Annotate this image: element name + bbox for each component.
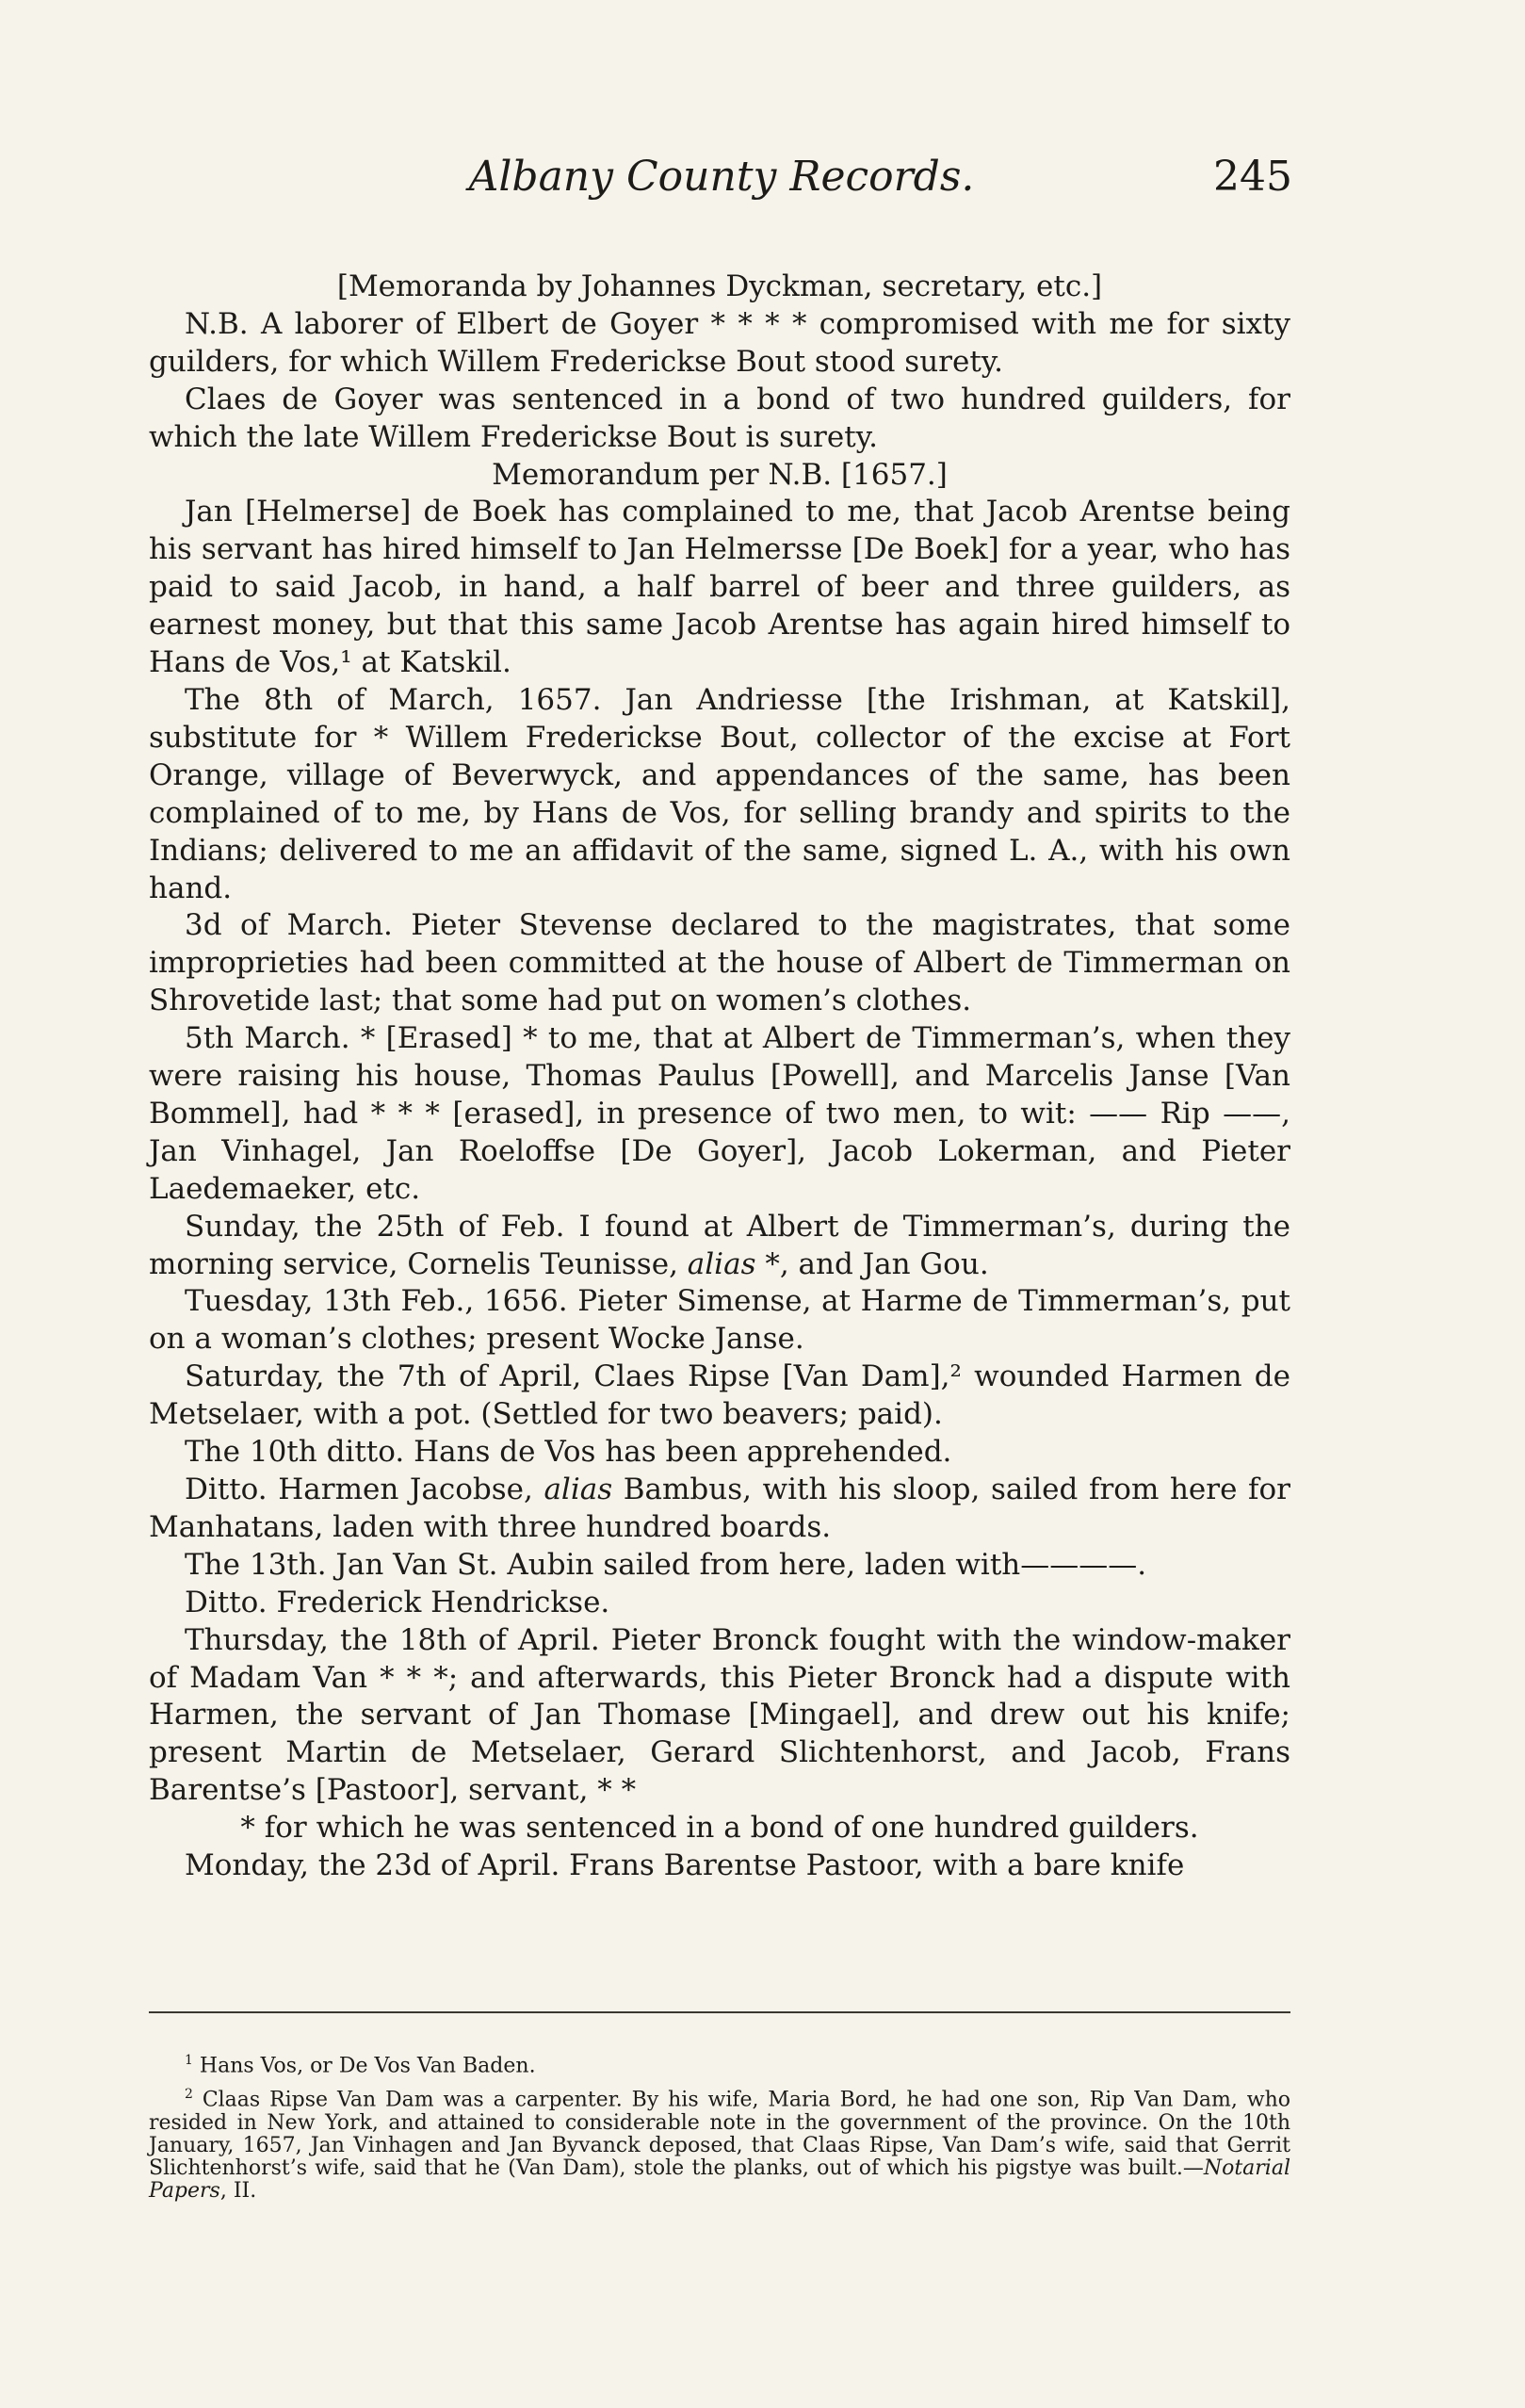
paragraph-text: Ditto. Harmen Jacobse, — [185, 1472, 544, 1506]
paragraph — [149, 1810, 1290, 1847]
footnote-text: Claas Ripse Van Dam was a carpenter. By his wife, Maria Bord, he had one son, Rip Van Dam, who resided in New York, and attained to considerable note in the government of the province. On the 10th January, 1657, Jan Vinhagen and Jan Byvanck deposed, that Claas Ripse, Van Dam’s wife, said that Gerrit Slichtenhorst’s wife, said that he (Van Dam), stole the planks, out of which his pigstye was built.— — [149, 2088, 1290, 2180]
italic-text: alias — [687, 1246, 756, 1281]
paragraph — [149, 1283, 1290, 1359]
paragraph-text: *, and Jan Gou. — [755, 1246, 989, 1281]
footnote-mark: 2 — [185, 2087, 193, 2103]
paragraph — [149, 1847, 1290, 1885]
paragraph-text: Ditto. Frederick Hendrickse. — [185, 1585, 610, 1619]
footnote — [149, 2083, 1290, 2202]
paragraph-text: Claes de Goyer was sentenced in a bond of two hundred guilders, for which the late Willem Frederickse Bout is surety. — [149, 382, 1290, 454]
italic-text: Notarial Papers — [149, 2156, 1290, 2203]
paragraph — [149, 1209, 1290, 1284]
paragraph — [149, 494, 1290, 682]
paragraph-text: N.B. A laborer of Elbert de Goyer * * * * compromised with me for sixty guilders, for which Willem Frederickse Bout stood surety. — [149, 306, 1290, 379]
footnote-text: Hans Vos, or De Vos Van Baden. — [199, 2054, 536, 2078]
paragraph — [149, 682, 1290, 907]
paragraph — [149, 907, 1290, 1020]
paragraph — [149, 1020, 1290, 1209]
paragraph — [149, 306, 1290, 382]
paragraph-text: The 8th of March, 1657. Jan Andriesse [the Irishman, at Katskil], substitute for * Willem Frederickse Bout, collector of the excise at Fort Orange, village of Beverwyck, and appendances of the same, has been complained of to me, by Hans de Vos, for selling brandy and spirits to the Indians; delivered to me an affidavit of the same, signed L. A., with his own hand. — [149, 682, 1290, 905]
body-text — [149, 268, 1290, 1885]
section-heading — [149, 457, 1290, 495]
paragraph-text: * for which he was sentenced in a bond of one hundred guilders. — [240, 1811, 1199, 1846]
paragraph-text: Saturday, the 7th of April, Claes Ripse [Van Dam],² wounded Harmen de Metselaer, with a pot. (Settled for two beavers; paid). — [149, 1359, 1290, 1432]
paragraph — [149, 1585, 1290, 1622]
page-header — [151, 149, 1292, 205]
footnote-mark: 1 — [185, 2053, 193, 2068]
paragraph-text: Jan [Helmerse] de Boek has complained to me, that Jacob Arentse being his servant has hired himself to Jan Helmersse [De Boek] for a year, who has paid to said Jacob, in hand, a half barrel of beer and three guilders, as earnest money, but that this same Jacob Arentse has again hired himself to Hans de Vos,¹ at Katskil. — [149, 495, 1290, 680]
paragraph — [149, 1622, 1290, 1811]
paragraph-text: The 10th ditto. Hans de Vos has been apprehended. — [185, 1435, 952, 1470]
footnote-text: , II. — [219, 2178, 257, 2203]
section-heading — [149, 268, 1290, 306]
footnote — [149, 2049, 1290, 2077]
paragraph — [149, 1472, 1290, 1547]
footnote-rule — [149, 2011, 1290, 2013]
paragraph-text: Monday, the 23d of April. Frans Barentse Pastoor, with a bare knife — [185, 1848, 1185, 1883]
paragraph — [149, 1547, 1290, 1585]
paragraph-text: 3d of March. Pieter Stevense declared to the magistrates, that some improprieties had been committed at the house of Albert de Timmerman on Shrovetide last; that some had put on women’s clothes. — [149, 908, 1290, 1018]
running-head: Albany County Records. — [468, 153, 975, 201]
page-number: 245 — [1213, 153, 1292, 201]
paragraph-text: [Memoranda by Johannes Dyckman, secretary, etc.] — [336, 269, 1103, 303]
paragraph-text: Bambus, with his sloop, sailed from here for Manhatans, laden with three hundred boards. — [149, 1472, 1290, 1544]
italic-text: alias — [543, 1472, 613, 1506]
paragraph — [149, 1434, 1290, 1472]
footnotes — [149, 2049, 1290, 2208]
paragraph — [149, 1359, 1290, 1434]
paragraph — [149, 382, 1290, 457]
paragraph-text: 5th March. * [Erased] * to me, that at Albert de Timmerman’s, when they were raising his house, Thomas Paulus [Powell], and Marcelis Janse [Van Bommel], had * * * [erased], in presence of two men, to wit: —— Rip ——, Jan Vinhagel, Jan Roeloffse [De Goyer], Jacob Lokerman, and Pieter Laedemaeker, etc. — [149, 1021, 1290, 1206]
paragraph-text: Tuesday, 13th Feb., 1656. Pieter Simense, at Harme de Timmerman’s, put on a woman’s clothes; present Wocke Janse. — [149, 1284, 1290, 1357]
paragraph-text: Sunday, the 25th of Feb. I found at Albert de Timmerman’s, during the morning service, Cornelis Teunisse, — [149, 1209, 1290, 1281]
paragraph-text: The 13th. Jan Van St. Aubin sailed from here, laden with————. — [185, 1547, 1147, 1582]
paragraph-text: Thursday, the 18th of April. Pieter Bronck fought with the window-maker of Madam Van * * *; and afterwards, this Pieter Bronck had a dispute with Harmen, the servant of Jan Thomase [Mingael], and drew out his knife; present Martin de Metselaer, Gerard Slichtenhorst, and Jacob, Frans Barentse’s [Pastoor], servant, * * — [149, 1622, 1290, 1808]
paragraph-text: Memorandum per N.B. [1657.] — [492, 457, 948, 492]
